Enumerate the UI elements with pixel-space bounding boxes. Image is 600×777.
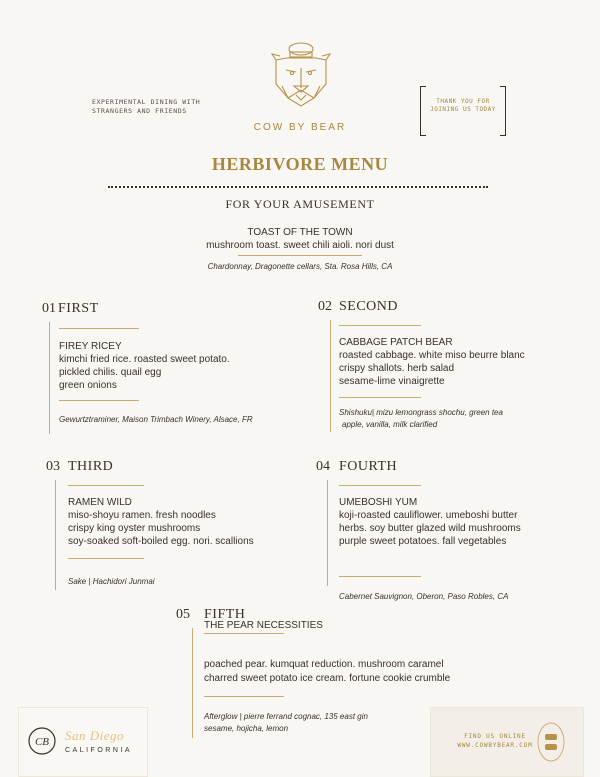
course-name: SECOND: [339, 299, 399, 314]
course-name: THIRD: [68, 459, 114, 474]
cb-monogram-icon: [27, 726, 57, 756]
find-us-line: FIND US ONLINE: [464, 733, 526, 740]
website-url[interactable]: WWW.COWBYBEAR.COM: [457, 742, 533, 749]
wine-pairing: Cabernet Sauvignon, Oberon, Paso Robles, CA: [339, 592, 509, 601]
dish-name: CABBAGE PATCH BEAR: [339, 337, 453, 348]
wine-pairing: apple, vanilla, milk clarified: [342, 420, 438, 429]
dish-line: kimchi fried rice. roasted sweet potato.: [59, 354, 230, 365]
course-name: FIFTH: [204, 607, 246, 622]
amuse-title: FOR YOUR AMUSEMENT: [225, 197, 375, 211]
course-number: 02: [318, 299, 332, 314]
find-us-text: [451, 732, 539, 750]
dotted-divider: [108, 186, 488, 188]
course-rule: [59, 328, 139, 329]
dish-line: crispy shallots. herb salad: [339, 363, 455, 374]
find-us-online-badge: [430, 707, 584, 777]
dish-name: FIREY RICEY: [59, 341, 122, 352]
course-number: 01: [42, 301, 56, 316]
wine-pairing: Shishuku| mizu lemongrass shochu, green tea: [339, 408, 503, 417]
course-rule: [339, 397, 421, 398]
state-name: CALIFORNIA: [65, 747, 133, 754]
wine-pairing: sesame, hojicha, lemon: [204, 724, 289, 733]
monogram-text: CB: [34, 736, 50, 748]
tagline: EXPERIMENTAL DINING WITH STRANGERS AND FRIENDS: [92, 98, 201, 115]
course-name: FIRST: [58, 301, 99, 316]
dish-name: THE PEAR NECESSITIES: [204, 620, 323, 631]
dish-line: sesame-lime vinaigrette: [339, 376, 445, 387]
dish-line: crispy king oyster mushrooms: [68, 523, 201, 534]
san-diego-badge: [18, 707, 148, 777]
course-number: 05: [176, 607, 190, 622]
dish-line: soy-soaked soft-boiled egg. nori. scallions: [68, 536, 254, 547]
thanks-text: THANK YOU FOR JOINING US TODAY: [430, 98, 496, 113]
course-rule: [68, 485, 144, 486]
thanks-bracket-box: [420, 86, 506, 136]
wine-pairing: Gewurtztraminer, Maison Trimbach Winery, Alsace, FR: [59, 415, 253, 424]
course-vline: [192, 628, 193, 738]
wine-pairing: Afterglow | pierre ferrand cognac, 135 east gin: [204, 712, 368, 721]
dish-line: purple sweet potatoes. fall vegetables: [339, 536, 507, 547]
dish-line: herbs. soy butter glazed wild mushrooms: [339, 523, 521, 534]
city-name: San Diego: [65, 728, 125, 743]
dish-line: koji-roasted cauliflower. umeboshi butter: [339, 510, 518, 521]
dish-line: pickled chilis. quail egg: [59, 367, 162, 378]
course-number: 04: [316, 459, 330, 474]
course-rule: [339, 576, 421, 577]
bear-chef-logo-icon: [266, 40, 336, 114]
wine-pairing: Sake | Hachidori Junmai: [68, 577, 155, 586]
course-rule: [204, 633, 284, 634]
amuse-wine-pairing: Chardonnay, Dragonette cellars, Sta. Rosa Hills, CA: [207, 262, 393, 271]
menu-title: HERBIVORE MENU: [211, 154, 389, 174]
course-name: FOURTH: [339, 459, 398, 474]
dish-line: green onions: [59, 380, 117, 391]
dish-name: UMEBOSHI YUM: [339, 497, 418, 508]
dish-line: charred sweet potato ice cream. fortune cookie crumble: [204, 673, 451, 684]
dish-line: roasted cabbage. white miso beurre blanc: [339, 350, 525, 361]
amuse-description: mushroom toast. sweet chili aioli. nori dust: [206, 240, 394, 251]
course-vline: [55, 480, 56, 590]
dish-name: RAMEN WILD: [68, 497, 132, 508]
course-rule: [204, 696, 284, 697]
amuse-dish-name: TOAST OF THE TOWN: [247, 227, 353, 238]
dish-line: poached pear. kumquat reduction. mushroom caramel: [204, 659, 444, 670]
course-rule: [339, 485, 421, 486]
course-rule: [59, 400, 139, 401]
amuse-rule: [238, 255, 362, 256]
course-rule: [68, 558, 144, 559]
course-vline: [330, 320, 331, 432]
course-vline: [49, 322, 50, 434]
brand-name: COW BY BEAR: [253, 122, 347, 133]
dish-line: miso-shoyu ramen. fresh noodles: [68, 510, 216, 521]
course-rule: [339, 325, 421, 326]
cow-bear-stamp-icon: [537, 722, 565, 762]
course-vline: [327, 480, 328, 586]
course-number: 03: [46, 459, 60, 474]
